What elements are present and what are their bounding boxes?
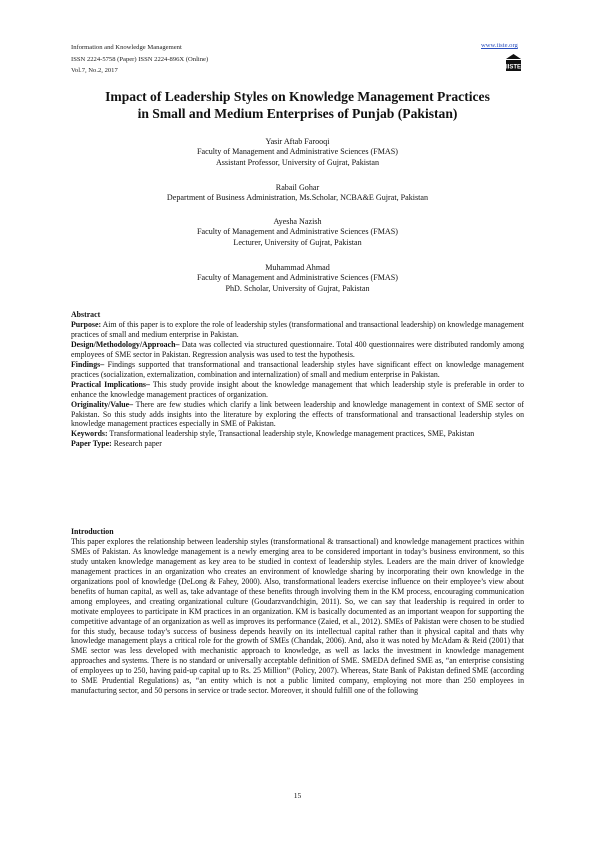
author-affiliation: Department of Business Administration, Ms.Scholar, NCBA&E Gujrat, Pakistan [166, 193, 429, 203]
volume-line: Vol.7, No.2, 2017 [71, 67, 118, 74]
author-name: Yasir Aftab Farooqi [265, 137, 330, 146]
author-affiliation: Faculty of Management and Administrative Sciences (FMAS) [197, 147, 398, 157]
abstract-section [71, 310, 524, 449]
introduction-section [71, 527, 524, 696]
originality-text: There are few studies which clarify a link between leadership and knowledge management in context of SME sector of Pakistan. So this study adds insights into the literature by exploring the effects of transformational and transactional leadership styles on knowledge management practices especially in SME of Pakistan. [71, 399, 524, 429]
author-affiliation: Faculty of Management and Administrative Sciences (FMAS) [197, 227, 398, 237]
paper-type-text: Research paper [111, 439, 162, 449]
keywords-label: Keywords: [71, 429, 108, 439]
practical-label: Practical Implications– [71, 379, 150, 389]
findings-text: Findings supported that transformational and transactional leadership styles have significant effect on knowledge management practices (socialization, externalization, combination and internalization) of small and medium enterprise in Pakistan. [71, 359, 524, 379]
author-name: Ayesha Nazish [273, 217, 322, 226]
author-block-3 [60, 217, 535, 248]
author-block-4 [60, 263, 535, 294]
issn-line: ISSN 2224-5758 (Paper) ISSN 2224-896X (Online) [71, 55, 209, 63]
author-block-1 [60, 137, 535, 168]
design-label: Design/Methodology/Approach– [71, 339, 180, 349]
purpose-label: Purpose: [71, 319, 102, 329]
keywords-text: Transformational leadership style, Transactional leadership style, Knowledge management practices, SME, Pakistan [107, 429, 475, 439]
abstract-findings [71, 360, 524, 380]
author-name: Rabail Gohar [275, 183, 320, 192]
title-line-1: Impact of Leadership Styles on Knowledge Management Practices [105, 89, 490, 104]
abstract-design [71, 340, 524, 360]
paper-type-label: Paper Type: [71, 439, 112, 449]
abstract-purpose [71, 320, 524, 340]
abstract-heading: Abstract [71, 310, 101, 319]
originality-label: Originality/Value– [71, 399, 134, 409]
practical-text: This study provide insight about the knowledge management that which leadership style is preferable in order to enhance the knowledge management practices of organization. [71, 379, 524, 399]
journal-url-link[interactable]: www.iiste.org [481, 42, 518, 49]
journal-header [71, 42, 208, 77]
findings-label: Findings– [71, 359, 105, 369]
abstract-originality [71, 400, 524, 430]
author-affiliation: PhD. Scholar, University of Gujrat, Pakistan [225, 283, 370, 293]
paper-title [60, 88, 535, 122]
author-block-2 [60, 183, 535, 204]
journal-name: Information and Knowledge Management [71, 44, 182, 51]
page-number: 15 [293, 791, 302, 800]
abstract-keywords [71, 429, 524, 439]
iiste-logo [504, 53, 523, 73]
introduction-body: This paper explores the relationship between leadership styles (transformational & transactional) and knowledge management practices within SMEs of Pakistan. As knowledge management is a newly emerging area to be considered important in today’s business environment, so this study untaken knowledge management as key area to be studied in context of leadership styles. Leaders are the main driver of knowledge management practices in an organization who creates an environment of knowledge sharing by incorporating their own knowledge in the organizations pool of knowledge (DeLong & Fahey, 2000). Also, transformational leaders exercise influence on their employee’s view about benefits of human capital, as well as, take advantage of these benefits through involving them in the KM process, encouraging communication among employees, and creating organizational culture (Goudarzvandchigin, 2011). So, we can say that leadership is required in order to motivate employees to participate in KM practices in an organization. KM is basically documented as an important weapon for supporting the competitive advantage of an organization as well as improves its performance (Zaied, et al., 2012). SMEs of Pakistan were chosen to be studied for this study, because today’s success of business depends heavily on its intellectual capital rather than it physical capital and thats why knowledge management plays a critical role for the growth of SMEs (Chandak, 2006). And, also it was noted by McAdam & Reid (2001) that SME sector was less developed with mechanistic approach to knowledge, as well as lacks the investment in knowledge management approaches and systems. There is no standard or universally acceptable definition of SME. SMEDA defined SME as, “an enterprise consisting of employees up to 250, having paid-up capital up to Rs. 25 Million” (Policy, 2007). Whereas, State Bank of Pakistan defined SME (according to SME Prudential Regulations) as, “an entity which is not a public limited company, employing not more than 250 employees in manufacturing sector, and 50 persons in service or trade sector. Moreover, it should fulfill one of the following [71, 536, 524, 696]
abstract-paper-type [71, 439, 524, 449]
introduction-heading: Introduction [71, 527, 114, 536]
title-line-2: in Small and Medium Enterprises of Punjab (Pakistan) [137, 106, 458, 121]
author-name: Muhammad Ahmad [265, 263, 330, 272]
abstract-practical [71, 380, 524, 400]
svg-text:IISTE: IISTE [505, 64, 522, 71]
author-affiliation: Assistant Professor, University of Gujrat, Pakistan [215, 157, 380, 167]
author-affiliation: Lecturer, University of Gujrat, Pakistan [233, 237, 362, 247]
author-affiliation: Faculty of Management and Administrative Sciences (FMAS) [197, 273, 398, 283]
design-text: Data was collected via structured questionnaire. Total 400 questionnaires were distributed randomly among employees of SME sector in Pakistan. Regression analysis was used to test the hypothesis. [71, 339, 524, 359]
purpose-text: Aim of this paper is to explore the role of leadership styles (transformational and transactional leadership) on knowledge management practices of small and medium enterprise in Pakistan. [71, 319, 524, 339]
